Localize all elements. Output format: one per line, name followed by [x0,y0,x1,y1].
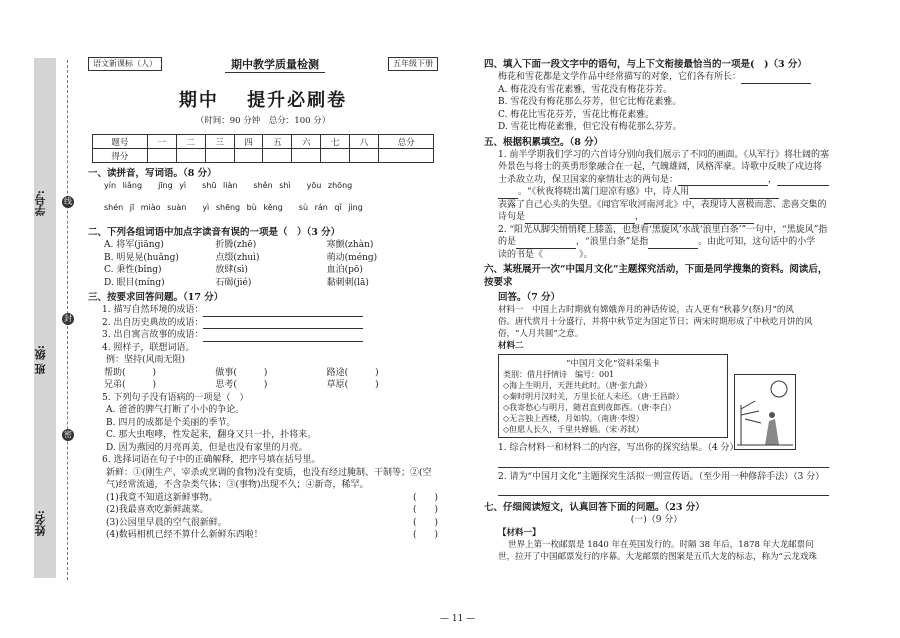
answer-blank[interactable] [644,214,754,224]
card-title: “中国月文化”资料采集卡 [566,359,660,369]
q4-option: A. 梅花没有雪花素雅，雪花没有梅花芬芳。 [498,84,673,95]
q2-title: 二、下列各组词语中加点字读音有误的一项是（ ）（3 分） [88,227,341,238]
card-line: ◇无言独上西楼，月如钩。（南唐·李煜） [503,414,644,423]
title-part-1: 期中 [178,90,219,111]
q6-sub-1: 1. 综合材料一和材料二的内容，写出你的探究结果。（4 分） [498,443,739,453]
score-cell[interactable] [263,149,292,163]
q5-text: 士杀敌立功，保卫国家的豪情壮志的两句是： [498,174,679,185]
q6-material-2-label: 材料二 [498,341,524,351]
q3-item-5: 5. 下列句子没有语病的一项是（ ） [102,392,249,403]
page-title [88,86,438,112]
answer-blank[interactable] [516,239,576,249]
q6-material-1: 俗，“人月共圆”之意。 [498,329,584,339]
name-label: 姓名: [34,510,47,537]
table-cell: 一 [147,135,176,149]
q6-title: 六、某班展开一次“中国月文化”主题探究活动，下面是同学搜集的资料。阅读后，按要求 [484,264,828,288]
q2-option-row [88,252,438,265]
score-cell[interactable] [321,149,350,163]
data-card [498,354,728,438]
q7-title: 七、仔细阅读短文，认真回答下面的问题。（23 分） [484,502,705,513]
option-text: 萌动(méng) [326,252,378,263]
q4-stem: 梅花和雪花都是文学作品中经常描写的对象，它们各有所长： [498,72,742,82]
seal-mark-seal: 封 [64,314,72,323]
q5-line: 1. 前半学期我们学习的六首诗分别向我们展示了不同的画面。《从军行》将壮阔的塞 [498,149,829,160]
score-cell[interactable] [292,149,321,163]
exam-header-title: 期中教学质量检测 [225,56,325,73]
q3-sub-3 [88,517,438,530]
score-table-header-row [93,135,434,149]
table-cell: 三 [205,135,234,149]
score-table [92,134,434,163]
q5-line: 读的书是《 》。 [498,249,593,260]
answer-blank[interactable] [741,74,811,84]
card-line: ◇我寄愁心与明月，随君直到夜郎西。（唐·李白） [503,403,676,412]
score-cell[interactable] [147,149,176,163]
word-cell[interactable]: 帮助( ) [104,367,157,378]
q3-sub-4 [88,529,438,542]
option-text: 放肆(sì) [215,265,248,275]
q1-answer-boxes-2[interactable] [88,213,438,224]
card-line: ◇海上生明月，天涯共此时。（唐·张九龄） [503,381,652,390]
q1-answer-boxes-1[interactable] [88,191,438,202]
item-text: 1. 描写自然环境的成语： [102,305,204,315]
q5-line: 2. “阳光从脚尖悄悄爬上膝盖，也想看‘黑旋风’水战‘浪里白条’”一句中，“黑旋风”指 [498,224,828,235]
option-text: B. 明晃晃(huǎng) [104,252,179,263]
answer-blank[interactable] [203,307,363,317]
sub-text: (4)数码相机已经不算什么新鲜东西啦！ [106,530,263,540]
q7-paragraph: 世，拉开了中国邮票发行的序幕。大龙邮票的图案是五爪大龙的标志，称为“云龙戏珠 [498,551,817,562]
q5-text: 。由此可知，这句话中的小学 [698,237,816,247]
q3-item-3 [88,329,438,342]
option-text: D. 眼目(míng) [104,277,165,288]
q5-line: 外景色与将士的英勇形象融合在一起，气魄雄阔，风格浑豪。诗歌中反映了戍边将 [498,162,823,172]
word-cell[interactable]: 兄弟( ) [104,380,157,390]
q7-material-label: 【材料一】 [498,527,541,538]
right-column [484,56,829,563]
option-text: 寒颤(zhàn) [326,240,374,250]
q4-text [484,71,829,84]
q3-option: A. 爸爸的脾气打断了小小的争论。 [106,405,245,415]
student-id-label: 学号: [34,190,47,217]
q1-pinyin-row-2: shén jī miào suàn yì shēng bù kěng sù rán qǐ jìng [104,203,363,212]
q5-text: ，“浪里白条”是指 [576,237,649,247]
word-cell[interactable]: 路途( ) [326,367,379,378]
definition-line-2: 气)经常流通，不含杂类气体；③(事物)出现不久；④新奇，稀罕。 [106,480,369,490]
moon-illustration [734,374,796,450]
exam-header [88,56,438,72]
answer-blank[interactable] [525,214,635,224]
q5-title: 五、根据积累填空。（8 分） [484,136,604,148]
card-meta: 类别：借月抒情诗 编号：001 [503,370,615,379]
answer-blank[interactable] [648,239,698,249]
q3-sub-2 [88,504,438,517]
table-cell: 六 [292,135,321,149]
sub-text: (2)我最喜欢吃新鲜蔬菜。 [106,505,209,515]
class-label: 班 级: [34,345,47,375]
q2-option-row [88,277,438,290]
q5-text: 诗句是 [498,212,526,222]
answer-paren[interactable]: ( ) [412,492,438,503]
q5-text: 。“《秋夜将晓出篱门迎凉有感》中，诗人用 [518,187,690,197]
seal-mark-line: 线 [64,197,72,206]
table-cell: 八 [350,135,379,149]
q1-title: 一、读拼音，写词语。（8 分） [88,168,217,179]
answer-paren[interactable]: ( ) [412,517,438,528]
q7-subtitle: (一)（9 分） [630,515,683,525]
card-line: ◇但愿人长久，千里共婵娟。（宋·苏轼） [503,425,644,434]
sub-text: (1)我竟不知道这新鲜事物。 [106,492,218,503]
title-part-2: 提升必刷卷 [247,90,348,111]
q1-pinyin-row-1: yín liǎng jīng yì shū liàn shěn shì yōu zhōng [104,181,353,190]
page-number: — 11 — [440,614,476,624]
answer-blank[interactable] [203,319,363,329]
q2-option-row [88,239,438,252]
q3-grid-row [88,367,438,380]
q4-option: D. 雪花比梅花素雅，但它没有梅花那么芬芳。 [498,122,682,132]
answer-blank[interactable] [777,176,829,186]
q6-title-2: 回答。（7 分） [498,292,561,303]
answer-line[interactable] [498,455,829,468]
q3-option: B. 四月的成都是个美丽的季节。 [106,417,236,428]
time-info: （时间：90 分钟 总分：100 分） [195,116,331,126]
definition-line-1: 新鲜：①(刚生产、宰杀或烹调的食物)没有变质，也没有经过腌制、干制等；②(空 [106,467,432,478]
q4-option: C. 梅花比雪花芬芳，雪花比梅花素雅。 [498,109,655,120]
q3-item-2 [88,317,438,330]
seal-mark-secret: 密 [64,430,72,439]
q3-item-4: 4. 照样子，联想词语。 [102,342,195,353]
option-text: 点缀(zhuì) [215,252,260,263]
q5-line [484,236,829,249]
card-line: ◇秦时明月汉时关，万里长征人未还。（唐·王昌龄） [503,392,684,401]
table-cell: 题号 [93,135,148,149]
table-cell: 得分 [93,149,148,163]
q5-text: 的是 [498,237,517,247]
score-cell[interactable] [234,149,263,163]
q5-line: 诗句是 ， [484,211,829,224]
binding-sidebar [34,58,56,578]
q7-paragraph: 世界上第一枚邮票是 1840 年在英国发行的。时隔 38 年后，1878 年大龙邮票问 [508,539,814,550]
left-column [88,56,438,542]
answer-blank[interactable] [498,189,518,199]
q5-line: 士杀敌立功，保卫国家的豪情壮志的两句是： ， [484,174,829,187]
sub-text: (3)公园里早晨的空气很新鲜。 [106,517,227,528]
table-cell: 四 [234,135,263,149]
option-text: 黏刺刺(lā) [326,277,369,288]
q3-title: 三、按要求回答问题。（17 分） [88,292,224,303]
q2-option-row [88,264,438,277]
grade-tag: 五年级下册 [388,57,438,71]
q6-material-1: 材料一 中国上古时期就有嫦娥奔月的神话传说，古人更有“秋暮夕(祭)月”的风 [498,305,794,315]
word-cell[interactable]: 思考( ) [215,380,268,390]
q3-item-1 [88,304,438,317]
q3-example: 例：坚持(风雨无阻) [106,355,186,365]
q4-option: B. 雪花没有梅花那么芬芳，但它比梅花素雅。 [498,97,682,107]
word-cell[interactable]: 做事( ) [215,367,268,378]
option-text: C. 秉性(bǐng) [104,265,162,275]
word-cell[interactable]: 草原( ) [326,380,379,390]
option-text: 石碣(jié) [215,277,252,288]
score-table-score-row [93,149,434,163]
option-text: A. 将军(jiāng) [104,240,164,250]
table-cell: 七 [321,135,350,149]
q5-line: 表露了自己心头的失望。《闻官军收河南河北》中，表现诗人喜极而悲、悲喜交集的 [498,199,827,210]
q5-line [484,186,829,199]
item-text: 3. 出自寓言故事的成语： [102,330,204,340]
score-cell[interactable] [176,149,205,163]
score-cell[interactable] [379,149,434,163]
q4-title: 四、填入下面一段文字中的语句，与上下文衔接最恰当的一项是( )（3 分） [484,59,807,70]
item-text: 2. 出自历史典故的成语： [102,317,204,328]
q3-sub-1 [88,492,438,505]
option-text: 血泊(pō) [326,265,363,275]
q3-option: C. 那大虫咆哮，性发起来，翻身又只一扑，扑将来。 [106,430,317,440]
score-cell[interactable] [350,149,379,163]
answer-line[interactable] [498,483,829,496]
option-text: 折腾(zhē) [215,240,257,250]
table-cell: 五 [263,135,292,149]
q6-material-1: 俗。唐代赏月十分盛行，并将中秋节定为国定节日；两宋时期形成了中秋吃月饼的风 [498,317,813,327]
answer-blank[interactable] [689,189,779,199]
table-cell: 二 [176,135,205,149]
q3-grid-row [88,379,438,392]
edition-tag: 语文新课标（人） [88,57,162,71]
score-cell[interactable] [205,149,234,163]
answer-blank[interactable] [678,176,768,186]
answer-paren[interactable]: ( ) [412,505,438,515]
answer-paren[interactable]: ( ) [412,530,438,540]
q3-option: D. 因为燕园的月亮再美，但是也没有家里的月亮。 [106,442,308,453]
answer-blank[interactable] [203,332,363,342]
q6-sub-2: 2. 请为“中国月文化”主题探究生活拟一则宣传语。（至少用一种修辞手法）（3 分） [498,471,825,482]
table-cell: 总分 [379,135,434,149]
q3-item-6: 6. 选择词语在句子中的正确解释，把序号填在括号里。 [102,455,321,465]
